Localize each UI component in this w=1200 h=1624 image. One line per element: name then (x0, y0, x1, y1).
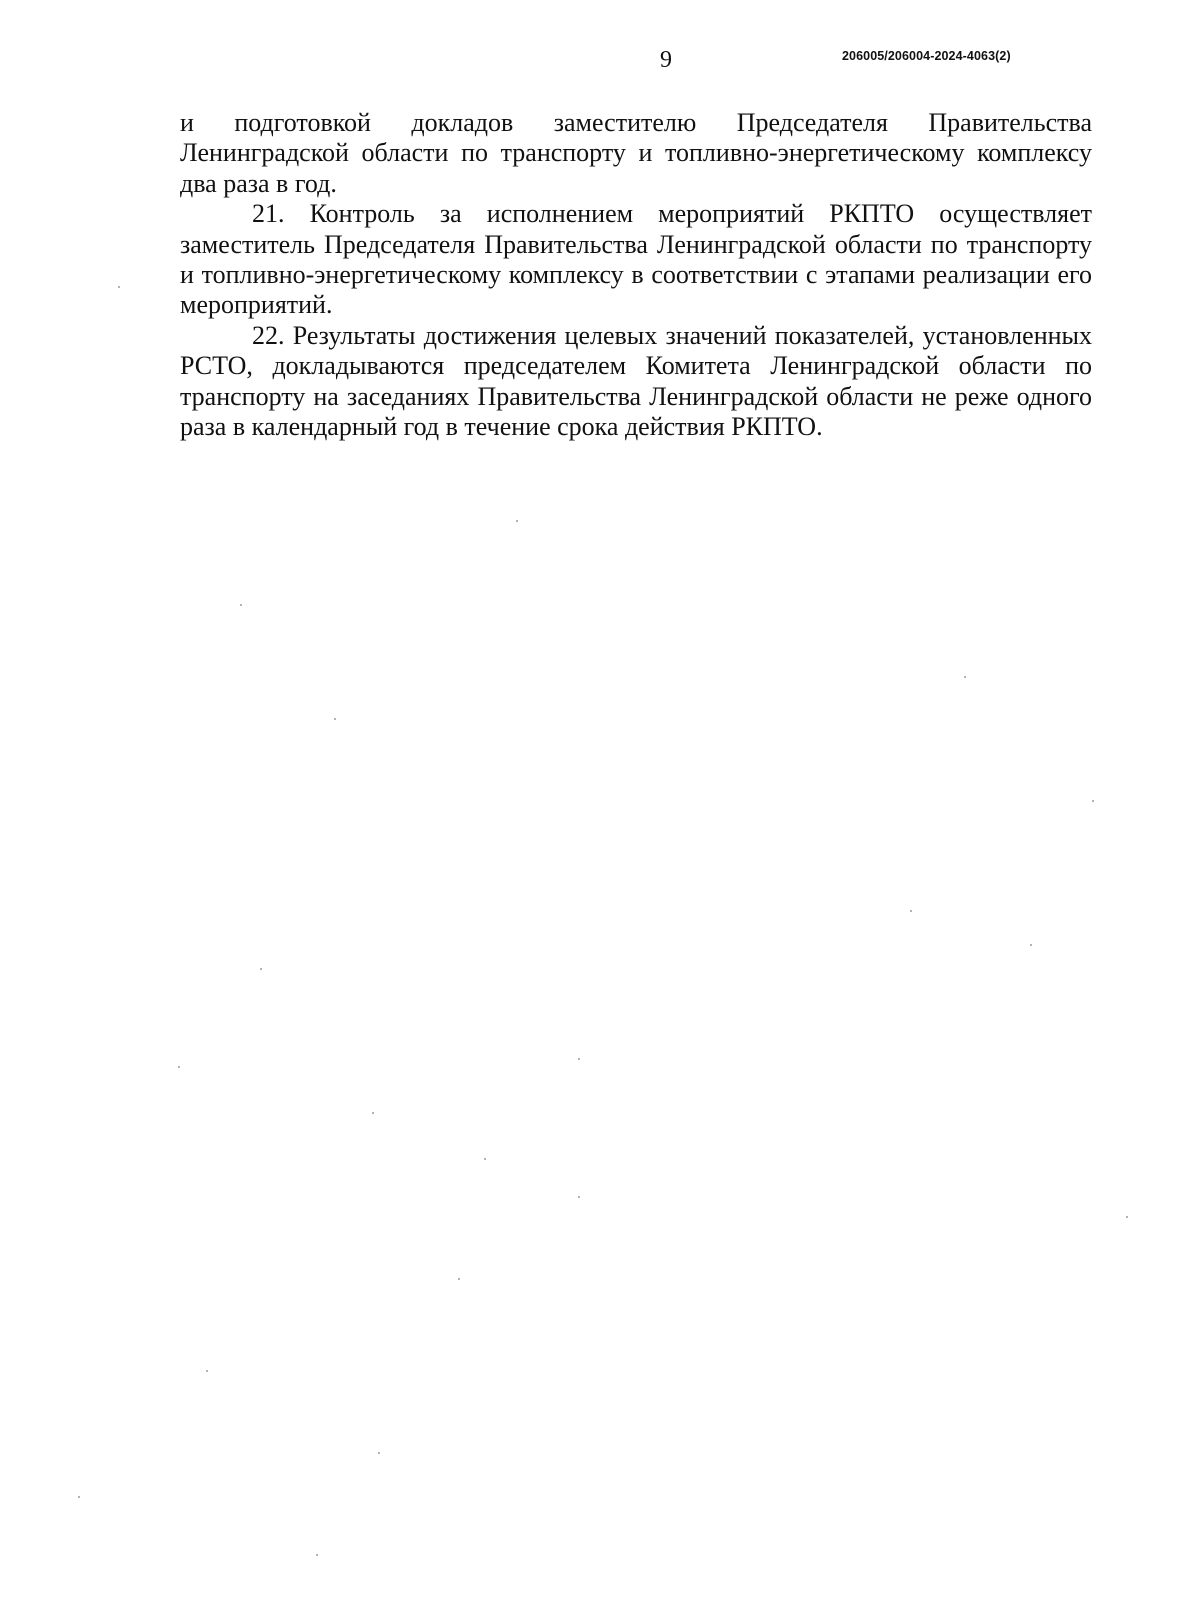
scan-speck (178, 1066, 180, 1068)
paragraph-21: 21. Контроль за исполнением мероприятий РКПТО осуществляет заместитель Председателя Правительства Ленинградской области по транспорту и топливно-энергетическому комплексу в соответствии с этапами реализации его мероприятий. (180, 199, 1092, 320)
scan-speck (1030, 944, 1032, 946)
scan-speck (260, 968, 262, 970)
scan-speck (372, 1112, 374, 1114)
scan-speck (484, 1158, 486, 1160)
scan-speck (118, 286, 120, 288)
scan-speck (206, 1370, 208, 1372)
scan-speck (378, 1452, 380, 1454)
scan-speck (240, 604, 242, 606)
paragraph-22: 22. Результаты достижения целевых значений показателей, установленных РСТО, докладываются председателем Комитета Ленинградской области по транспорту на заседаниях Правительства Ленинградской области не реже одного раза в календарный год в течение срока действия РКПТО. (180, 320, 1092, 442)
scan-speck (578, 1058, 580, 1060)
scan-speck (964, 676, 966, 678)
scan-speck (78, 1496, 80, 1498)
scan-speck (334, 718, 336, 720)
scan-speck (1092, 800, 1094, 802)
scan-speck (316, 1554, 318, 1556)
scan-speck (578, 1196, 580, 1198)
scan-speck (458, 1278, 460, 1280)
paragraph-continuation: и подготовкой докладов заместителю Председателя Правительства Ленинградской области по транспорту и топливно-энергетическому комплексу два раза в год. (180, 108, 1092, 198)
scan-speck (910, 910, 912, 912)
document-id: 206005/206004-2024-4063(2) (842, 49, 1011, 63)
page-number: 9 (660, 47, 672, 73)
scan-speck (1126, 1216, 1128, 1218)
document-body (180, 108, 1092, 442)
scan-speck (516, 520, 518, 522)
